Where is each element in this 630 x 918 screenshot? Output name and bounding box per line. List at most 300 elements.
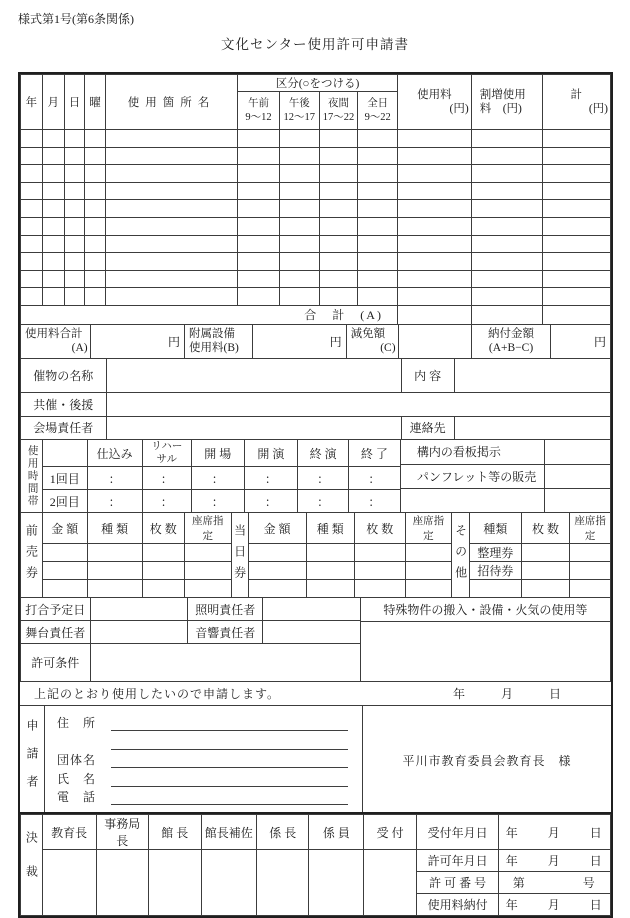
stamp-cell[interactable] (149, 850, 202, 916)
usage-row (21, 270, 611, 288)
usage-cell[interactable] (279, 147, 319, 165)
address-label: 住 所 (57, 716, 97, 731)
ticket-cell[interactable] (184, 544, 231, 562)
usage-cell[interactable] (238, 130, 280, 148)
cosponsor-label: 共催・後援 (21, 392, 107, 416)
advance-count-header: 枚 数 (142, 513, 184, 544)
total-sum-cell[interactable] (542, 305, 611, 324)
ticket-cell[interactable] (469, 580, 521, 598)
other-kind-header: 種類 (469, 513, 521, 544)
fee-summary-table (20, 324, 611, 359)
ticket-cell[interactable] (354, 580, 405, 598)
usage-cell[interactable] (238, 288, 280, 306)
meeting-date-label: 打合予定日 (21, 598, 91, 621)
usage-cell[interactable] (64, 288, 85, 306)
sound-manager-label: 音響責任者 (187, 621, 263, 644)
ticket-cell[interactable] (405, 562, 452, 580)
col-header-place: 使用箇所名 (105, 75, 237, 130)
usage-row (21, 200, 611, 218)
signage-label: 構内の看板掲示 (401, 440, 544, 464)
total-fee-cell[interactable] (397, 305, 471, 324)
slot-header-evening: 夜間 17～22 (319, 92, 358, 130)
main-form-box (18, 72, 613, 817)
usage-cell[interactable] (358, 270, 398, 288)
time-cell[interactable]: ： (87, 467, 142, 490)
lighting-manager-label: 照明責任者 (187, 598, 263, 621)
usage-row (21, 217, 611, 235)
total-row-label: 合 計 (A) (21, 305, 398, 324)
usage-cell[interactable] (85, 235, 106, 253)
staff-table (20, 597, 611, 682)
usage-cell[interactable] (21, 253, 43, 271)
usage-cell[interactable] (238, 200, 280, 218)
usage-cell[interactable] (85, 182, 106, 200)
usage-cell[interactable] (397, 182, 471, 200)
usage-cell[interactable] (358, 288, 398, 306)
col-curtain-down: 終 演 (298, 439, 349, 466)
usage-total-label: 使用料合計 (A) (21, 324, 91, 358)
pamphlet-answer-cell[interactable] (544, 464, 610, 488)
usage-cell[interactable] (471, 200, 542, 218)
pamphlet-label: パンフレット等の販売 (401, 464, 544, 488)
ticket-cell[interactable] (354, 544, 405, 562)
permit-conditions-cell[interactable] (90, 644, 360, 682)
time-cell[interactable]: ： (142, 490, 192, 513)
phone-label: 電 話 (57, 790, 97, 805)
total-surcharge-cell[interactable] (471, 305, 542, 324)
usage-cell[interactable] (105, 182, 237, 200)
col-header-weekday: 曜 (85, 75, 106, 130)
usage-cell[interactable] (542, 147, 611, 165)
usage-cell[interactable] (279, 253, 319, 271)
usage-cell[interactable] (397, 235, 471, 253)
usage-cell[interactable] (279, 130, 319, 148)
usage-cell[interactable] (42, 130, 64, 148)
usage-cell[interactable] (64, 253, 85, 271)
usage-cell[interactable] (397, 253, 471, 271)
usage-body (21, 130, 611, 306)
lighting-manager-cell[interactable] (263, 598, 360, 621)
usage-cell[interactable] (319, 217, 358, 235)
usage-cell[interactable] (64, 147, 85, 165)
usage-cell[interactable] (397, 217, 471, 235)
ticket-cell[interactable] (354, 562, 405, 580)
usage-cell[interactable] (542, 165, 611, 183)
sameday-seat-header: 座席指定 (405, 513, 452, 544)
usage-cell[interactable] (542, 253, 611, 271)
slot-header-allday: 全日 9～22 (358, 92, 398, 130)
usage-row (21, 288, 611, 306)
contact-cell[interactable] (454, 416, 610, 439)
usage-cell[interactable] (42, 147, 64, 165)
usage-cell[interactable] (358, 165, 398, 183)
usage-cell[interactable] (105, 270, 237, 288)
usage-cell[interactable] (238, 147, 280, 165)
other-count-header: 枚 数 (521, 513, 569, 544)
usage-cell[interactable] (397, 147, 471, 165)
usage-cell[interactable] (21, 200, 43, 218)
usage-cell[interactable] (238, 270, 280, 288)
usage-cell[interactable] (358, 130, 398, 148)
usage-cell[interactable] (279, 270, 319, 288)
sound-manager-cell[interactable] (263, 621, 360, 644)
usage-cell[interactable] (64, 130, 85, 148)
usage-cell[interactable] (64, 270, 85, 288)
col-header-day: 日 (64, 75, 85, 130)
name-label: 氏 名 (57, 771, 97, 786)
venue-manager-label: 会場責任者 (21, 416, 107, 439)
page-title: 文化センター使用許可申請書 (221, 37, 409, 52)
ticket-cell[interactable] (42, 580, 87, 598)
usage-cell[interactable] (358, 217, 398, 235)
usage-cell[interactable] (105, 288, 237, 306)
usage-cell[interactable] (64, 235, 85, 253)
usage-cell[interactable] (319, 165, 358, 183)
usage-cell[interactable] (279, 200, 319, 218)
ticket-cell[interactable] (306, 562, 354, 580)
col-header-fee: 使用料 (円) (397, 75, 471, 130)
ticket-cell[interactable] (306, 544, 354, 562)
usage-row (21, 130, 611, 148)
equipment-fee-amount-cell[interactable]: 円 (253, 324, 346, 358)
ticket-cell[interactable] (142, 544, 184, 562)
usage-cell[interactable] (319, 200, 358, 218)
stamp-cell[interactable] (96, 850, 149, 916)
usage-cell[interactable] (471, 217, 542, 235)
usage-cell[interactable] (85, 165, 106, 183)
usage-head (21, 75, 611, 130)
usage-cell[interactable] (319, 288, 358, 306)
stamp-cell[interactable] (364, 850, 417, 916)
stamp-header-superintendent: 教育長 (42, 815, 96, 850)
usage-cell[interactable] (21, 217, 43, 235)
usage-cell[interactable] (397, 288, 471, 306)
col-setup: 仕込み (87, 439, 142, 466)
usage-cell[interactable] (471, 130, 542, 148)
ticket-cell[interactable] (184, 580, 231, 598)
usage-cell[interactable] (105, 217, 237, 235)
fee-payment-date-label: 使用料納付 (416, 894, 499, 916)
usage-cell[interactable] (105, 200, 237, 218)
usage-cell[interactable] (279, 217, 319, 235)
stamp-cell[interactable] (309, 850, 364, 916)
advance-seat-header: 座席指定 (184, 513, 231, 544)
special-items-label: 特殊物件の搬入・設備・火気の使用等 (361, 598, 610, 621)
permit-number-label: 許 可 番 号 (416, 872, 499, 894)
usage-cell[interactable] (542, 130, 611, 148)
usage-cell[interactable] (279, 288, 319, 306)
usage-cell[interactable] (358, 147, 398, 165)
usage-cell[interactable] (64, 182, 85, 200)
usage-cell[interactable] (42, 182, 64, 200)
ticket-cell[interactable] (306, 580, 354, 598)
ticket-cell[interactable] (184, 562, 231, 580)
time-cell[interactable]: ： (142, 467, 192, 490)
organization-label: 団体名 (57, 753, 97, 768)
applicant-section (20, 705, 611, 815)
schedule-row2-label: 2回目 (42, 490, 87, 513)
addressee: 平川市教育委員会教育長 様 (402, 754, 572, 769)
time-cell[interactable]: ： (87, 490, 142, 513)
ticket-cell[interactable] (570, 544, 611, 562)
advance-kind-header: 種 類 (87, 513, 142, 544)
statement-text: 上記のとおり使用したいので申請します。 (34, 687, 281, 702)
usage-cell[interactable] (42, 200, 64, 218)
ticket-cell[interactable] (570, 562, 611, 580)
usage-cell[interactable] (471, 182, 542, 200)
usage-cell[interactable] (358, 200, 398, 218)
usage-table (20, 74, 611, 325)
time-cell[interactable]: ： (298, 490, 349, 513)
usage-cell[interactable] (238, 235, 280, 253)
signage-answer-cell[interactable] (544, 440, 610, 464)
sameday-kind-header: 種 類 (306, 513, 354, 544)
approval-box (18, 812, 613, 918)
usage-cell[interactable] (85, 270, 106, 288)
usage-cell[interactable] (42, 270, 64, 288)
time-cell[interactable]: ： (244, 490, 298, 513)
ticket-cell[interactable] (405, 580, 452, 598)
ticket-cell[interactable] (142, 580, 184, 598)
usage-cell[interactable] (85, 288, 106, 306)
usage-cell[interactable] (542, 235, 611, 253)
ticket-cell[interactable] (42, 544, 87, 562)
usage-cell[interactable] (238, 165, 280, 183)
usage-cell[interactable] (397, 270, 471, 288)
usage-cell[interactable] (42, 253, 64, 271)
stamp-header-staff: 係 員 (309, 815, 364, 850)
event-table (20, 358, 611, 440)
schedule-right-extra-cell2[interactable] (544, 488, 610, 512)
ticket-cell[interactable] (521, 562, 569, 580)
usage-row (21, 235, 611, 253)
usage-cell[interactable] (105, 147, 237, 165)
usage-cell[interactable] (42, 288, 64, 306)
usage-cell[interactable] (358, 182, 398, 200)
usage-cell[interactable] (319, 253, 358, 271)
schedule-right-extra-cell[interactable] (401, 488, 544, 512)
col-finish: 終 了 (348, 439, 400, 466)
sameday-count-header: 枚 数 (354, 513, 405, 544)
stamp-header-director: 館 長 (149, 815, 202, 850)
time-cell[interactable]: ： (244, 467, 298, 490)
advance-ticket-label: 前売券 (21, 513, 43, 598)
ticket-cell[interactable] (570, 580, 611, 598)
usage-cell[interactable] (85, 200, 106, 218)
time-cell[interactable]: ： (192, 467, 245, 490)
usage-cell[interactable] (21, 130, 43, 148)
usage-cell[interactable] (21, 270, 43, 288)
organization-field[interactable] (111, 751, 348, 768)
fee-payment-date-cell[interactable]: 年 月 日 (499, 894, 611, 916)
col-header-month: 月 (42, 75, 64, 130)
usage-cell[interactable] (64, 217, 85, 235)
usage-cell[interactable] (42, 217, 64, 235)
usage-cell[interactable] (21, 165, 43, 183)
stamp-cell[interactable] (42, 850, 96, 916)
time-cell[interactable]: ： (348, 467, 400, 490)
stamp-header-secretary-general: 事務局長 (96, 815, 149, 850)
usage-cell[interactable] (471, 270, 542, 288)
permit-date-cell[interactable]: 年 月 日 (499, 850, 611, 872)
usage-cell[interactable] (542, 182, 611, 200)
statement-date[interactable]: 年 月 日 (452, 687, 565, 702)
applicant-fields (45, 706, 363, 815)
usage-cell[interactable] (397, 200, 471, 218)
special-items-block (360, 598, 610, 682)
usage-total-amount-cell[interactable]: 円 (90, 324, 184, 358)
usage-cell[interactable] (279, 235, 319, 253)
usage-cell[interactable] (358, 253, 398, 271)
usage-cell[interactable] (105, 165, 237, 183)
col-header-kubun: 区分(○をつける) (238, 75, 398, 92)
usage-cell[interactable] (542, 217, 611, 235)
col-header-surcharge: 割増使用 料 (円) (471, 75, 542, 130)
usage-cell[interactable] (21, 288, 43, 306)
usage-cell[interactable] (471, 253, 542, 271)
usage-cell[interactable] (21, 235, 43, 253)
approval-table (20, 814, 611, 916)
ticket-cell[interactable] (142, 562, 184, 580)
schedule-table (20, 439, 611, 513)
stage-manager-label: 舞台責任者 (21, 621, 91, 644)
invitation-ticket-label: 招待券 (469, 562, 521, 580)
reception-date-cell[interactable]: 年 月 日 (499, 815, 611, 850)
approval-side-label: 決裁 (21, 815, 43, 916)
stamp-header-section-chief: 係 長 (256, 815, 309, 850)
usage-cell[interactable] (471, 165, 542, 183)
address-field[interactable] (111, 714, 348, 731)
name-field[interactable] (111, 770, 348, 787)
time-cell[interactable]: ： (348, 490, 400, 513)
ticket-cell[interactable] (248, 544, 306, 562)
stamp-header-deputy-director: 館長補佐 (201, 815, 256, 850)
usage-cell[interactable] (42, 235, 64, 253)
event-content-label: 内 容 (401, 358, 454, 392)
time-cell[interactable]: ： (298, 467, 349, 490)
usage-row (21, 165, 611, 183)
usage-cell[interactable] (319, 130, 358, 148)
usage-cell[interactable] (542, 200, 611, 218)
usage-cell[interactable] (279, 165, 319, 183)
usage-cell[interactable] (64, 200, 85, 218)
payment-label: 納付金額 (A+B−C) (472, 324, 550, 358)
signage-table (401, 440, 610, 512)
stage-manager-cell[interactable] (90, 621, 187, 644)
payment-amount-cell[interactable]: 円 (550, 324, 610, 358)
usage-cell[interactable] (42, 165, 64, 183)
usage-cell[interactable] (471, 235, 542, 253)
ticket-cell[interactable] (521, 544, 569, 562)
schedule-corner-cell (42, 439, 87, 466)
reduction-label: 減免額 (C) (346, 324, 398, 358)
col-doors-open: 開 場 (192, 439, 245, 466)
usage-cell[interactable] (238, 217, 280, 235)
ticket-cell[interactable] (87, 580, 142, 598)
usage-cell[interactable] (471, 288, 542, 306)
usage-cell[interactable] (21, 147, 43, 165)
usage-cell[interactable] (319, 182, 358, 200)
other-seat-header: 座席指定 (570, 513, 611, 544)
usage-cell[interactable] (85, 130, 106, 148)
usage-cell[interactable] (471, 147, 542, 165)
col-curtain-up: 開 演 (244, 439, 298, 466)
usage-cell[interactable] (85, 253, 106, 271)
usage-row (21, 253, 611, 271)
time-cell[interactable]: ： (192, 490, 245, 513)
advance-amount-header: 金 額 (42, 513, 87, 544)
permit-date-label: 許可年月日 (416, 850, 499, 872)
usage-cell[interactable] (85, 217, 106, 235)
usage-cell[interactable] (542, 288, 611, 306)
reduction-amount-cell[interactable] (398, 324, 472, 358)
usage-cell[interactable] (397, 130, 471, 148)
ticket-table (20, 512, 611, 598)
usage-cell[interactable] (238, 253, 280, 271)
ticket-cell[interactable] (521, 580, 569, 598)
contact-label: 連絡先 (401, 416, 454, 439)
event-name-cell[interactable] (106, 358, 401, 392)
ticket-cell[interactable] (42, 562, 87, 580)
ticket-cell[interactable] (87, 562, 142, 580)
form-number: 様式第1号(第6条関係) (18, 12, 134, 26)
col-header-sum: 計 (円) (542, 75, 611, 130)
equipment-fee-label: 附属設備 使用料(B) (185, 324, 253, 358)
ticket-cell[interactable] (87, 544, 142, 562)
cosponsor-cell[interactable] (106, 392, 610, 416)
phone-field[interactable] (111, 788, 348, 805)
venue-manager-cell[interactable] (106, 416, 401, 439)
stamp-cell[interactable] (256, 850, 309, 916)
ticket-cell[interactable] (248, 562, 306, 580)
usage-row (21, 147, 611, 165)
schedule-right-block (400, 439, 610, 512)
special-items-cell[interactable] (361, 621, 610, 681)
usage-cell[interactable] (397, 165, 471, 183)
usage-cell[interactable] (105, 130, 237, 148)
reception-date-label: 受付年月日 (416, 815, 499, 850)
usage-cell[interactable] (21, 182, 43, 200)
sameday-ticket-label: 当日券 (231, 513, 248, 598)
usage-cell[interactable] (319, 147, 358, 165)
schedule-row1-label: 1回目 (42, 467, 87, 490)
usage-cell[interactable] (319, 270, 358, 288)
meeting-date-cell[interactable] (90, 598, 187, 621)
usage-cell[interactable] (358, 235, 398, 253)
ticket-cell[interactable] (405, 544, 452, 562)
event-content-cell[interactable] (454, 358, 610, 392)
permit-number-cell[interactable]: 第 号 (499, 872, 611, 894)
stamp-cell[interactable] (201, 850, 256, 916)
usage-cell[interactable] (542, 270, 611, 288)
usage-cell[interactable] (319, 235, 358, 253)
usage-cell[interactable] (105, 253, 237, 271)
col-header-year: 年 (21, 75, 43, 130)
stamp-header-reception: 受 付 (364, 815, 417, 850)
usage-cell[interactable] (85, 147, 106, 165)
usage-cell[interactable] (238, 182, 280, 200)
sameday-amount-header: 金 額 (248, 513, 306, 544)
slot-header-afternoon: 午後 12～17 (279, 92, 319, 130)
usage-cell[interactable] (279, 182, 319, 200)
ticket-cell[interactable] (248, 580, 306, 598)
col-rehearsal: リハー サル (142, 439, 192, 466)
usage-cell[interactable] (105, 235, 237, 253)
address-field-2[interactable] (111, 733, 348, 750)
applicant-side-label: 申請者 (20, 706, 45, 815)
usage-cell[interactable] (64, 165, 85, 183)
numbered-ticket-label: 整理券 (469, 544, 521, 562)
